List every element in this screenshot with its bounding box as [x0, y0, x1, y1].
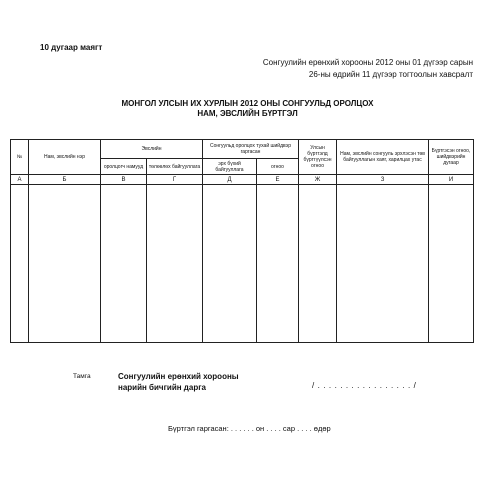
- column-letter: Ж: [299, 175, 337, 185]
- header-party-name: Нам, эвслийн нэр: [29, 140, 101, 175]
- table-cell[interactable]: [337, 185, 429, 343]
- signer-title-line-1: Сонгуулийн ерөнхий хорооны: [118, 372, 239, 381]
- header-contact: Нам, эвслийн сонгууль эрхлэсэн төв байгууллагын хаяг, харилцах утас: [337, 140, 429, 175]
- column-letter: И: [429, 175, 474, 185]
- document-title-line-2: НАМ, ЭВСЛИЙН БҮРТГЭЛ: [197, 109, 298, 118]
- header-submitted-date: Улсын бүртгэлд бүртгүүлсэн огноо: [299, 140, 337, 175]
- column-letter: Б: [29, 175, 101, 185]
- header-authorized-body: эрх бүхий байгууллага: [203, 159, 257, 175]
- table-cell[interactable]: [147, 185, 203, 343]
- column-letter: Е: [257, 175, 299, 185]
- column-letter: Д: [203, 175, 257, 185]
- table-row: [11, 185, 474, 343]
- table-cell[interactable]: [29, 185, 101, 343]
- table-cell[interactable]: [203, 185, 257, 343]
- registration-table: [10, 139, 474, 343]
- column-letter: З: [337, 175, 429, 185]
- header-coalition: Эвслийн: [101, 140, 203, 159]
- column-letter: В: [101, 175, 147, 185]
- table-cell[interactable]: [299, 185, 337, 343]
- document-title: [0, 99, 495, 119]
- column-letter: А: [11, 175, 29, 185]
- registration-date-line[interactable]: Бүртгэл гаргасан: . . . . . . он . . . . сар . . . . өдөр: [168, 424, 331, 433]
- header-reference-line-2: 26-ны өдрийн 11 дүгээр тогтоолын хавсралт: [308, 70, 473, 79]
- table-cell[interactable]: [101, 185, 147, 343]
- header-leading-body: төлөөлөх байгууллага: [147, 159, 203, 175]
- column-letter: Г: [147, 175, 203, 185]
- signer-title: [118, 371, 239, 393]
- header-no: №: [11, 140, 29, 175]
- form-number: 10 дугаар маягт: [40, 43, 103, 52]
- header-registration: Бүртгэсэн огноо, шийдвэрийн дугаар: [429, 140, 474, 175]
- header-date: огноо: [257, 159, 299, 175]
- signer-title-line-2: нарийн бичгийн дарга: [118, 383, 206, 392]
- stamp-label: Тамга: [73, 373, 91, 380]
- table-cell[interactable]: [11, 185, 29, 343]
- table-cell[interactable]: [429, 185, 474, 343]
- table-cell[interactable]: [257, 185, 299, 343]
- document-title-line-1: МОНГОЛ УЛСЫН ИХ ХУРЛЫН 2012 ОНЫ СОНГУУЛЬД ОРОЛЦОХ: [121, 99, 374, 108]
- signature-line[interactable]: / . . . . . . . . . . . . . . . . . /: [312, 381, 417, 390]
- header-decision: Сонгуульд оролцох тухай шийдвэр гаргасан: [203, 140, 299, 159]
- header-participating-parties: оролцогч намууд: [101, 159, 147, 175]
- header-reference-line-1: Сонгуулийн ерөнхий хорооны 2012 оны 01 дүгээр сарын: [262, 58, 473, 67]
- header-reference: [263, 57, 473, 81]
